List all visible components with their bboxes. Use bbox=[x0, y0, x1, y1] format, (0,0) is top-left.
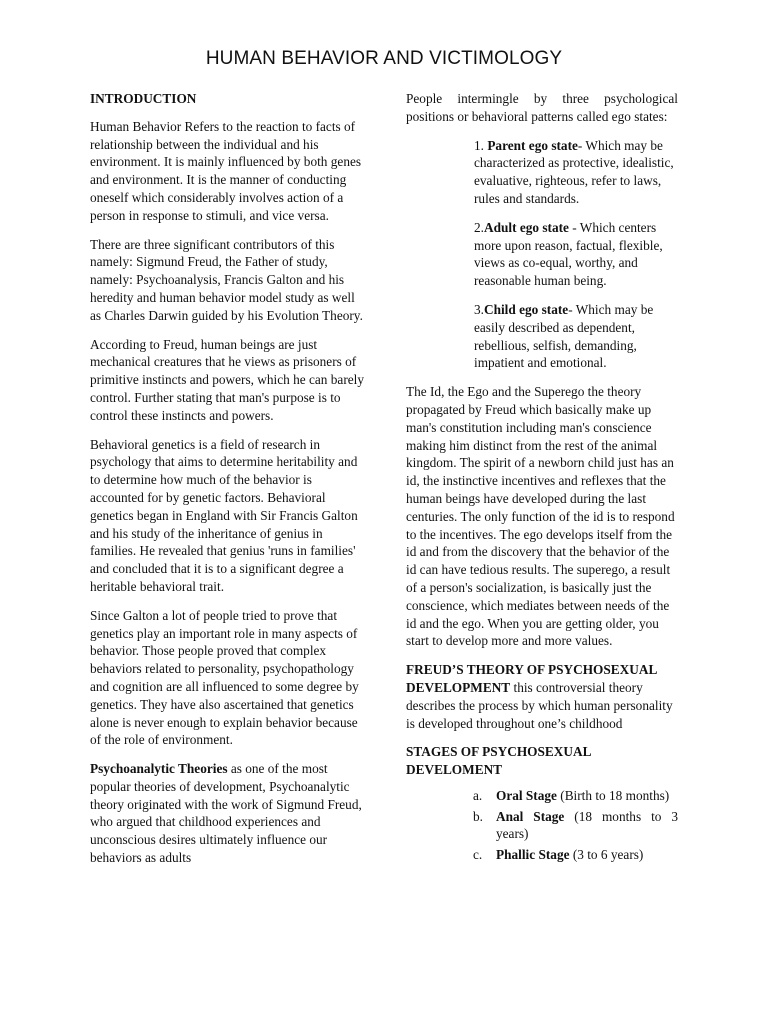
page-title: HUMAN BEHAVIOR AND VICTIMOLOGY bbox=[205, 48, 563, 69]
stage-range: (Birth to 18 months) bbox=[556, 787, 670, 803]
ego-state-desc: - Which may be easily described as dependent, rebellious, selfish, demanding, impatient and emotional. bbox=[474, 301, 654, 371]
list-item bbox=[473, 808, 679, 844]
ego-state-item bbox=[474, 301, 678, 372]
list-marker: a. bbox=[473, 787, 483, 803]
ego-states-intro: People intermingle by three psychological positions or behavioral patterns called ego states: bbox=[406, 91, 678, 124]
intro-paragraph-4: Behavioral genetics is a field of research in psychology that aims to determine heritability and to determine how much of the behavior is accounted for by genetic factors. Behavioral genetics began in England with Sir Francis Galton and his study of the inheritance of genius in families. He revealed that genius 'runs in families' and concluded that it is to a significant degree a heritable behavioral trait. bbox=[90, 436, 358, 594]
ego-state-number: 2. bbox=[474, 219, 484, 235]
freud-theory-paragraph bbox=[406, 661, 678, 732]
intro-paragraph-5: Since Galton a lot of people tried to prove that genetics play an important role in many aspects of behavior. Those people proved that complex behaviors related to personality, psychopathology and cognition are all influenced to some degree by genetics. They have also ascertained that genetics alone is never enough to explain behavior because of the role of environment. bbox=[90, 607, 359, 748]
id-ego-superego-paragraph: The Id, the Ego and the Superego the theory propagated by Freud which basically make up man's constitution including man's conscience making him distinct from the rest of the animal kingdom. The spirit of a newborn child just has an id, the instinctive incentives and reflexes that the human beings have developed during the last centuries. The only function of the id is to respond to the incentives. The ego develops itself from the id and from the discovery that the behavior of the id can have tedious results. The superego, a result of a person's socialization, is basically just the conscience, which mediates between needs of the id and the ego. When you are getting older, you start to develop more and more values. bbox=[406, 384, 675, 649]
intro-paragraph-3: According to Freud, human beings are just mechanical creatures that he views as prisoners of primitive instincts and powers, which he can barely control. Further stating that man's purpose is to control these instincts and powers. bbox=[90, 336, 364, 423]
ego-state-number: 3. bbox=[474, 301, 484, 317]
stage-range: (3 to 6 years) bbox=[569, 847, 644, 863]
list-item bbox=[473, 846, 678, 864]
psychoanalytic-paragraph bbox=[90, 760, 364, 867]
ego-state-desc: - Which centers more upon reason, factual, flexible, views as co-equal, worthy, and reasonable human being. bbox=[474, 219, 663, 289]
ego-state-desc: - Which may be characterized as protective, idealistic, evaluative, righteous, refer to laws, rules and standards. bbox=[474, 137, 674, 206]
list-marker: b. bbox=[473, 808, 483, 824]
right-column bbox=[406, 90, 678, 867]
ego-state-name: Parent ego state bbox=[487, 137, 578, 153]
intro-paragraph-1: Human Behavior Refers to the reaction to facts of relationship between the individual and his environment. It is mainly influenced by both genes and environment. It is the manner of conducting oneself which considerably involves action of a person in response to stimuli, and vice versa. bbox=[90, 118, 362, 223]
freud-theory-heading: FREUD’S THEORY OF PSYCHOSEXUAL DEVELOPMENT bbox=[406, 662, 657, 695]
ego-state-number: 1. bbox=[474, 137, 484, 153]
psychoanalytic-text: as one of the most popular theories of development, Psychoanalytic theory originated with the work of Sigmund Freud, who argued that childhood experiences and unconscious desires ultimately influence our behaviors as adults bbox=[90, 761, 362, 866]
ego-state-name: Child ego state bbox=[483, 301, 569, 317]
list-marker: c. bbox=[473, 847, 483, 863]
stage-name: Anal Stage bbox=[496, 808, 565, 824]
stages-list bbox=[406, 787, 678, 864]
list-item bbox=[473, 787, 678, 805]
stage-name: Oral Stage bbox=[496, 787, 557, 803]
intro-paragraph-2: There are three significant contributors of this namely: Sigmund Freud, the Father of study, namely: Psychoanalysis, Francis Galton and his heredity and human behavior model study as well as Charles Darwin guided by his Evolution Theory. bbox=[90, 236, 363, 323]
stage-name: Phallic Stage bbox=[496, 847, 570, 863]
ego-state-name: Adult ego state bbox=[483, 219, 569, 235]
freud-theory-text: this controversial theory describes the process by which human personality is developed throughout one’s childhood bbox=[406, 679, 673, 731]
stage-range: (18 months to 3 years) bbox=[496, 808, 679, 842]
ego-state-item bbox=[474, 219, 678, 290]
stages-heading: STAGES OF PSYCHOSEXUAL DEVELOMENT bbox=[406, 744, 591, 778]
intro-heading: INTRODUCTION bbox=[90, 91, 197, 106]
left-column bbox=[90, 90, 364, 878]
psychoanalytic-term: Psychoanalytic Theories bbox=[90, 761, 228, 777]
ego-state-item bbox=[474, 137, 678, 208]
